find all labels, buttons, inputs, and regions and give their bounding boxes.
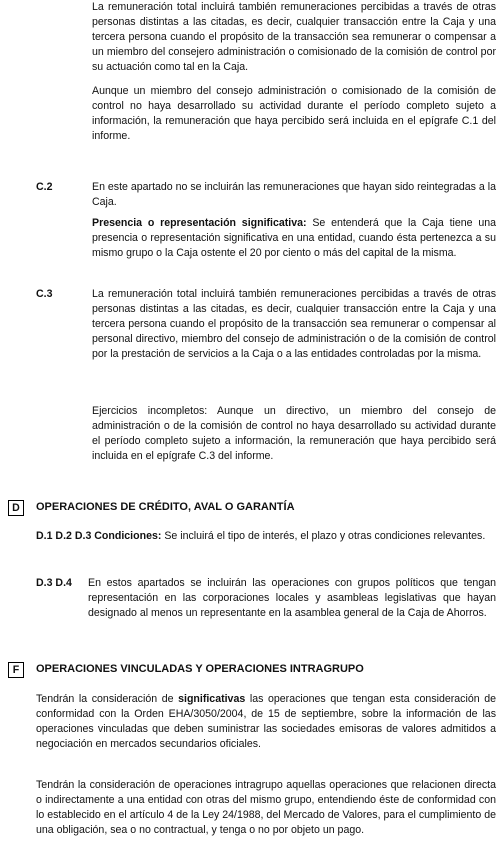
d3-code: D.3 D.4: [36, 577, 72, 589]
c3-incomplete-paragraph: Ejercicios incompletos: Aunque un directivo, un miembro del consejo de administración o de la comisión de control no haya desarrollado su actividad durante el período completo sujeto a información, la remuneración que haya percibido será incluida en el epígrafe C.3 del informe.: [92, 405, 496, 462]
section-f-letter-box: F: [8, 662, 24, 678]
d1-conditions-definition: Se incluirá el tipo de interés, el plazo y otras condiciones relevantes.: [161, 530, 486, 542]
c3-code: C.3: [36, 288, 53, 300]
d3-political-groups-paragraph: En estos apartados se incluirán las operaciones con grupos políticos que tengan representación en las corporaciones locales y asambleas legislativas que hayan designado al menos un representante en la asamblea general de la Caja de Ahorros.: [88, 577, 496, 619]
f-intragroup-paragraph: Tendrán la consideración de operaciones intragrupo aquellas operaciones que relacionen directa o indirectamente a una entidad con otras del mismo grupo, entendiendo éste de conformidad con lo establecido en el artículo 4 de la Ley 24/1988, del Mercado de Valores, para el cumplimiento de una obligación, sea o no contractual, y tenga o no por objeto un pago.: [36, 779, 496, 836]
c1-incomplete-paragraph: Aunque un miembro del consejo administración o comisionado de la comisión de control no haya desarrollado su actividad durante el período completo sujeto a información, la remuneración que haya percibido será incluida en el epígrafe C.1 del informe.: [92, 85, 496, 142]
d1-conditions-term: D.1 D.2 D.3 Condiciones:: [36, 530, 162, 542]
f-significant-operations-paragraph: [36, 692, 496, 752]
d1-conditions-paragraph: [36, 529, 496, 544]
c2-significant-presence-definition: Se entenderá que la Caja tiene una presencia o representación significativa en una entidad, cuando ésta pertenezca a su mismo grupo o la Caja ostente el 20 por ciento o más del capital de la misma.: [92, 217, 496, 259]
section-d-title: OPERACIONES DE CRÉDITO, AVAL O GARANTÍA: [36, 501, 295, 513]
c2-significant-presence-paragraph: [92, 216, 496, 261]
section-f-title: OPERACIONES VINCULADAS Y OPERACIONES INTRAGRUPO: [36, 663, 364, 675]
c2-code: C.2: [36, 181, 53, 193]
c3-remuneration-paragraph: La remuneración total incluirá también remuneraciones percibidas a través de otras personas distintas a las citadas, es decir, cualquier transacción entre la Caja y una tercera persona cuando el propósito de la transacción sea remunerar o compensar al personal directivo, miembro del consejo de administración o de la comisión de control por la prestación de servicios a la Caja o a las entidades controladas por la misma.: [92, 288, 496, 360]
section-d-letter-box: D: [8, 500, 24, 516]
c2-significant-presence-term: Presencia o representación significativa:: [92, 217, 307, 229]
f-p1-significant-term: significativas: [178, 693, 246, 705]
f-p1-pre: Tendrán la consideración de: [36, 693, 179, 705]
f-p1-post: las operaciones que tengan esta consideración de conformidad con la Orden EHA/3050/2004, de 15 de septiembre, sobre la información de las operaciones vinculadas que deben suministrar las sociedades emisoras de valores admitidos a negociación en mercados secundarios oficiales.: [36, 693, 496, 750]
c1-remuneration-paragraph: La remuneración total incluirá también remuneraciones percibidas a través de otras personas distintas a las citadas, es decir, cualquier transacción entre la Caja y una tercera persona cuando el propósito de la transacción sea remunerar o compensar a un miembro del consejero administración o comisionado de la comisión de control por su actuación como tal en la Caja.: [92, 1, 496, 73]
c2-reintegrated-paragraph: En este apartado no se incluirán las remuneraciones que hayan sido reintegradas a la Caja.: [92, 181, 496, 208]
